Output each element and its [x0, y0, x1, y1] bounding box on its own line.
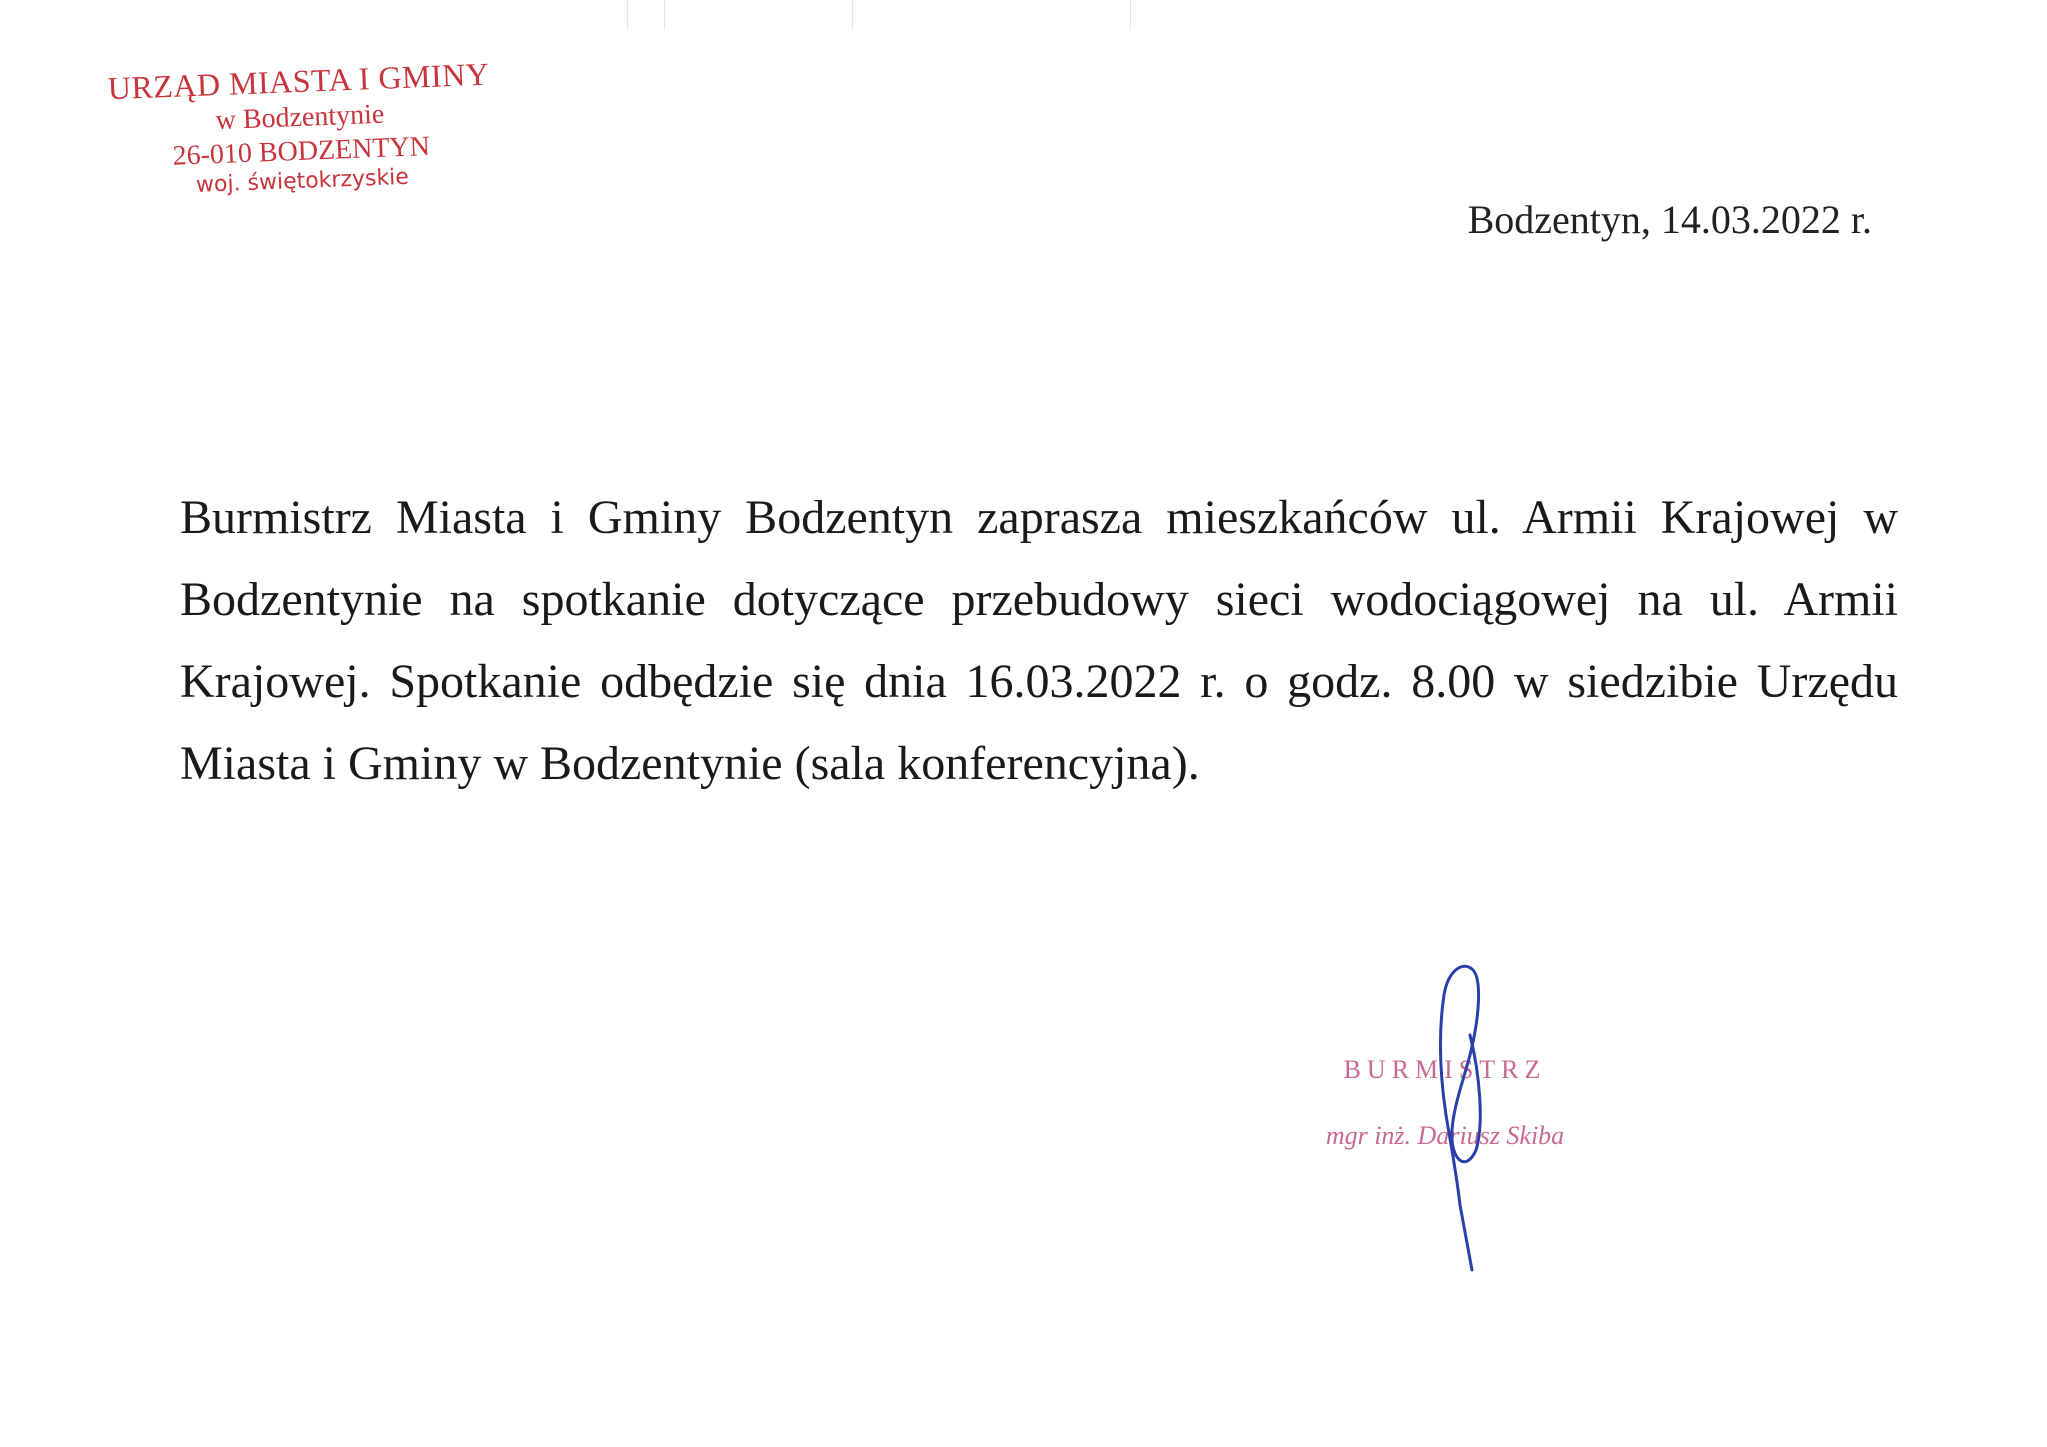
scan-mark: [852, 0, 853, 30]
handwritten-signature: [1410, 955, 1540, 1275]
place-date: Bodzentyn, 14.03.2022 r.: [1467, 197, 1872, 242]
office-stamp-line: woj. świętokrzyskie: [195, 165, 410, 199]
office-stamp-line: w Bodzentynie: [215, 98, 385, 137]
letter-body: Burmistrz Miasta i Gminy Bodzentyn zaprasza mieszkańców ul. Armii Krajowej w Bodzentynie na spotkanie dotyczące przebudowy sieci wodociągowej na ul. Armii Krajowej. Spotkanie odbędzie się dnia 16.03.2022 r. o godz. 8.00 w siedzibie Urzędu Miasta i Gminy w Bodzentynie (sala konferencyjna).: [180, 491, 1898, 790]
signature-name: mgr inż. Dariusz Skiba: [1325, 1121, 1565, 1150]
signature-role: BURMISTRZ: [1343, 1055, 1547, 1084]
office-stamp: [88, 54, 513, 204]
scan-mark: [664, 0, 665, 30]
scan-mark: [627, 0, 628, 30]
office-stamp-line: 26-010 BODZENTYN: [172, 131, 431, 172]
scan-mark: [1130, 0, 1131, 30]
office-stamp-line: URZĄD MIASTA I GMINY: [107, 55, 490, 107]
